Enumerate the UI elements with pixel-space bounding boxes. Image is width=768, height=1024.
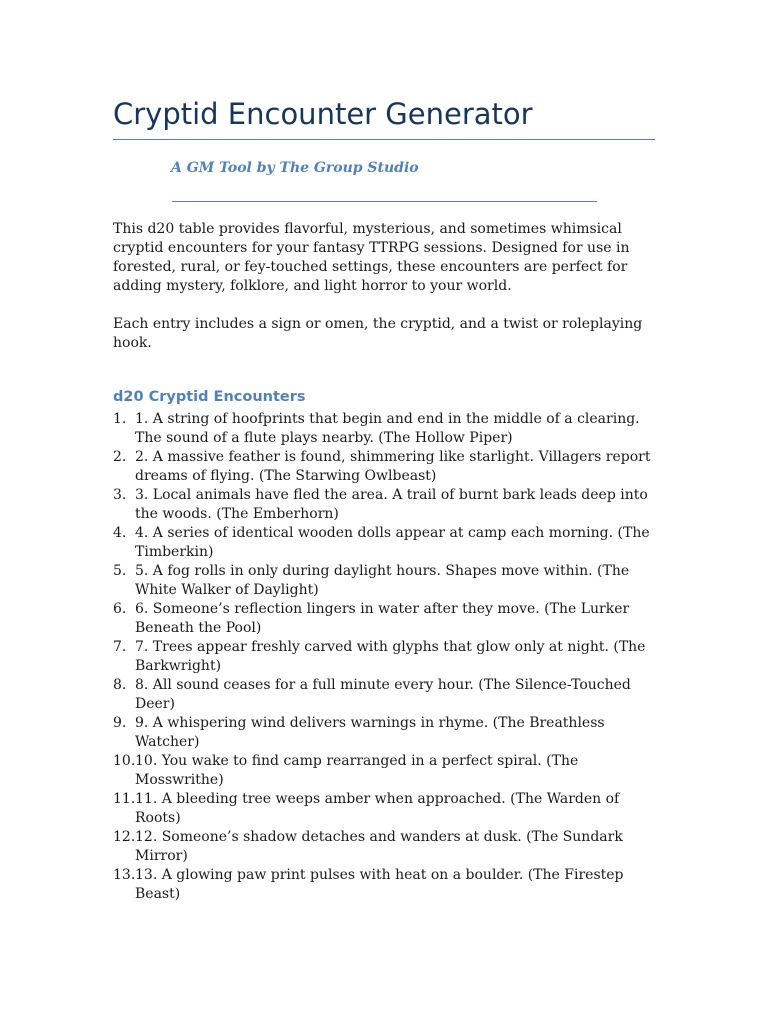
list-item-number: 12.: [113, 829, 136, 845]
list-item-number: 7.: [113, 639, 127, 655]
document-title: Cryptid Encounter Generator: [113, 97, 533, 131]
list-item-number: 6.: [113, 601, 127, 617]
list-item: [113, 676, 658, 714]
list-item: [113, 790, 658, 828]
list-item-text: 5. A fog rolls in only during daylight hours. Shapes move within. (The White Walker of Daylight): [135, 563, 630, 598]
list-item-number: 11.: [113, 791, 136, 807]
list-item-text: 6. Someone’s reflection lingers in water after they move. (The Lurker Beneath the Pool): [135, 601, 630, 636]
list-item-number: 13.: [113, 867, 136, 883]
list-item-number: 4.: [113, 525, 127, 541]
intro-paragraph: This d20 table provides flavorful, mysterious, and sometimes whimsical cryptid encounters for your fantasy TTRPG sessions. Designed for use in forested, rural, or fey-touched settings, these encounters are perfect for adding mystery, folklore, and light horror to your world.: [113, 221, 630, 294]
list-item: [113, 410, 658, 448]
document-subtitle: A GM Tool by The Group Studio: [171, 160, 419, 176]
note-paragraph: Each entry includes a sign or omen, the cryptid, and a twist or roleplaying hook.: [113, 316, 643, 351]
section-heading: d20 Cryptid Encounters: [113, 389, 306, 405]
list-item-text: 10. You wake to find camp rearranged in a perfect spiral. (The Mosswrithe): [135, 753, 579, 788]
list-item: [113, 600, 658, 638]
list-item-text: 13. A glowing paw print pulses with heat on a boulder. (The Firestep Beast): [135, 867, 624, 902]
list-item-number: 10.: [113, 753, 136, 769]
list-item-text: 9. A whispering wind delivers warnings in rhyme. (The Breathless Watcher): [135, 715, 605, 750]
list-item: [113, 638, 658, 676]
list-item-number: 2.: [113, 449, 127, 465]
title-underline: [113, 139, 655, 140]
list-item: [113, 828, 658, 866]
list-item-text: 7. Trees appear freshly carved with glyphs that glow only at night. (The Barkwright): [135, 639, 646, 674]
list-item-text: 3. Local animals have fled the area. A trail of burnt bark leads deep into the woods. (The Emberhorn): [135, 487, 648, 522]
list-item-text: 8. All sound ceases for a full minute every hour. (The Silence-Touched Deer): [135, 677, 631, 712]
list-item: [113, 714, 658, 752]
list-item-number: 3.: [113, 487, 127, 503]
list-item-text: 1. A string of hoofprints that begin and end in the middle of a clearing. The sound of a flute plays nearby. (The Hollow Piper): [135, 411, 640, 446]
list-item: [113, 524, 658, 562]
list-item: [113, 866, 658, 904]
list-item-number: 5.: [113, 563, 127, 579]
list-item-text: 4. A series of identical wooden dolls appear at camp each morning. (The Timberkin): [135, 525, 650, 560]
list-item-number: 9.: [113, 715, 127, 731]
subtitle-underline: [172, 201, 597, 202]
list-item: [113, 448, 658, 486]
list-item-text: 2. A massive feather is found, shimmering like starlight. Villagers report dreams of flying. (The Starwing Owlbeast): [135, 449, 651, 484]
list-item-text: 11. A bleeding tree weeps amber when approached. (The Warden of Roots): [135, 791, 620, 826]
list-item-number: 8.: [113, 677, 127, 693]
list-item: [113, 562, 658, 600]
encounter-list: [113, 410, 658, 904]
list-item: [113, 752, 658, 790]
list-item-number: 1.: [113, 411, 127, 427]
list-item: [113, 486, 658, 524]
list-item-text: 12. Someone’s shadow detaches and wanders at dusk. (The Sundark Mirror): [135, 829, 623, 864]
